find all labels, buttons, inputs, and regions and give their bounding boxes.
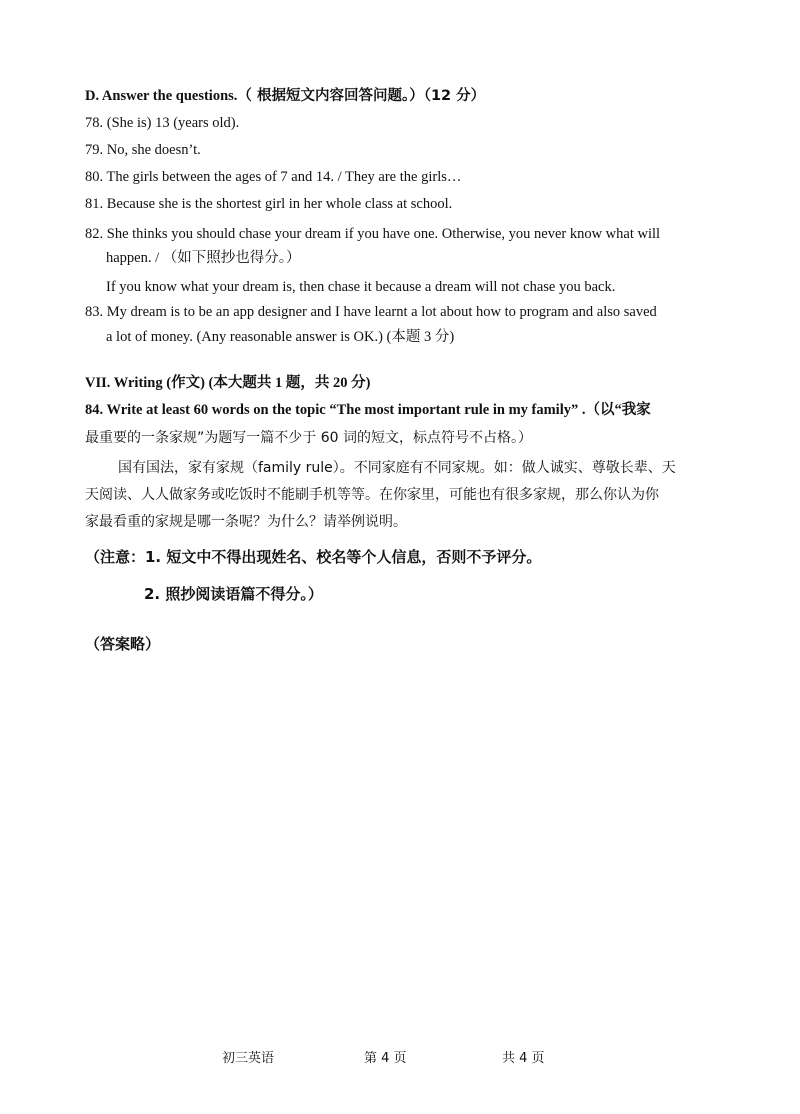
intro-line1: 国有国法，家有家规（family rule）。不同家庭有不同家规。如：做人诚实、尊敬长辈、天 <box>118 460 676 476</box>
intro-line2: 天阅读、人人做家务或吃饭时不能刷手机等等。在你家里，可能也有很多家规，那么你认为你 <box>85 487 659 503</box>
answer-82-line2: happen. / （如下照抄也得分。） <box>106 250 301 266</box>
footer-subject: 初三英语 <box>222 1051 275 1066</box>
footer-total-pages: 共 4 页 <box>502 1051 545 1066</box>
answer-79: 79. No, she doesn’t. <box>85 142 201 158</box>
answer-83-line1: 83. My dream is to be an app designer and I have learnt a lot about how to program and also saved <box>85 304 657 320</box>
answer-80: 80. The girls between the ages of 7 and 14. / They are the girls… <box>85 169 462 185</box>
section-d-heading <box>85 86 485 106</box>
section-vii-heading: VII. Writing (作文) (本大题共 1 题，共 20 分) <box>85 375 371 391</box>
footer-page-number: 第 4 页 <box>364 1051 407 1066</box>
question-84-line2: 最重要的一条家规”为题写一篇不少于 60 词的短文，标点符号不占格。） <box>85 430 532 446</box>
answer-82-alt: If you know what your dream is, then chase it because a dream will not chase you back. <box>106 279 616 295</box>
answer-82-line1: 82. She thinks you should chase your dream if you have one. Otherwise, you never know what will <box>85 226 661 242</box>
intro-line3: 家最看重的家规是哪一条呢？为什么？请举例说明。 <box>85 514 407 530</box>
question-84-line1: 84. Write at least 60 words on the topic “The most important rule in my family” .（以“我家 <box>85 402 651 418</box>
section-d-heading-en: D. Answer the questions. <box>85 88 238 104</box>
note-1: （注意：1. 短文中不得出现姓名、校名等个人信息，否则不予评分。 <box>85 548 542 566</box>
answer-83-line2: a lot of money. (Any reasonable answer is OK.) (本题 3 分) <box>106 329 455 345</box>
answer-81: 81. Because she is the shortest girl in her whole class at school. <box>85 196 453 212</box>
note-2: 2. 照抄阅读语篇不得分。） <box>144 585 323 603</box>
answer-78: 78. (She is) 13 (years old). <box>85 115 240 131</box>
answer-omitted: （答案略） <box>85 635 161 653</box>
section-d-heading-zh: （ 根据短文内容回答问题。）（12 分） <box>237 88 486 104</box>
